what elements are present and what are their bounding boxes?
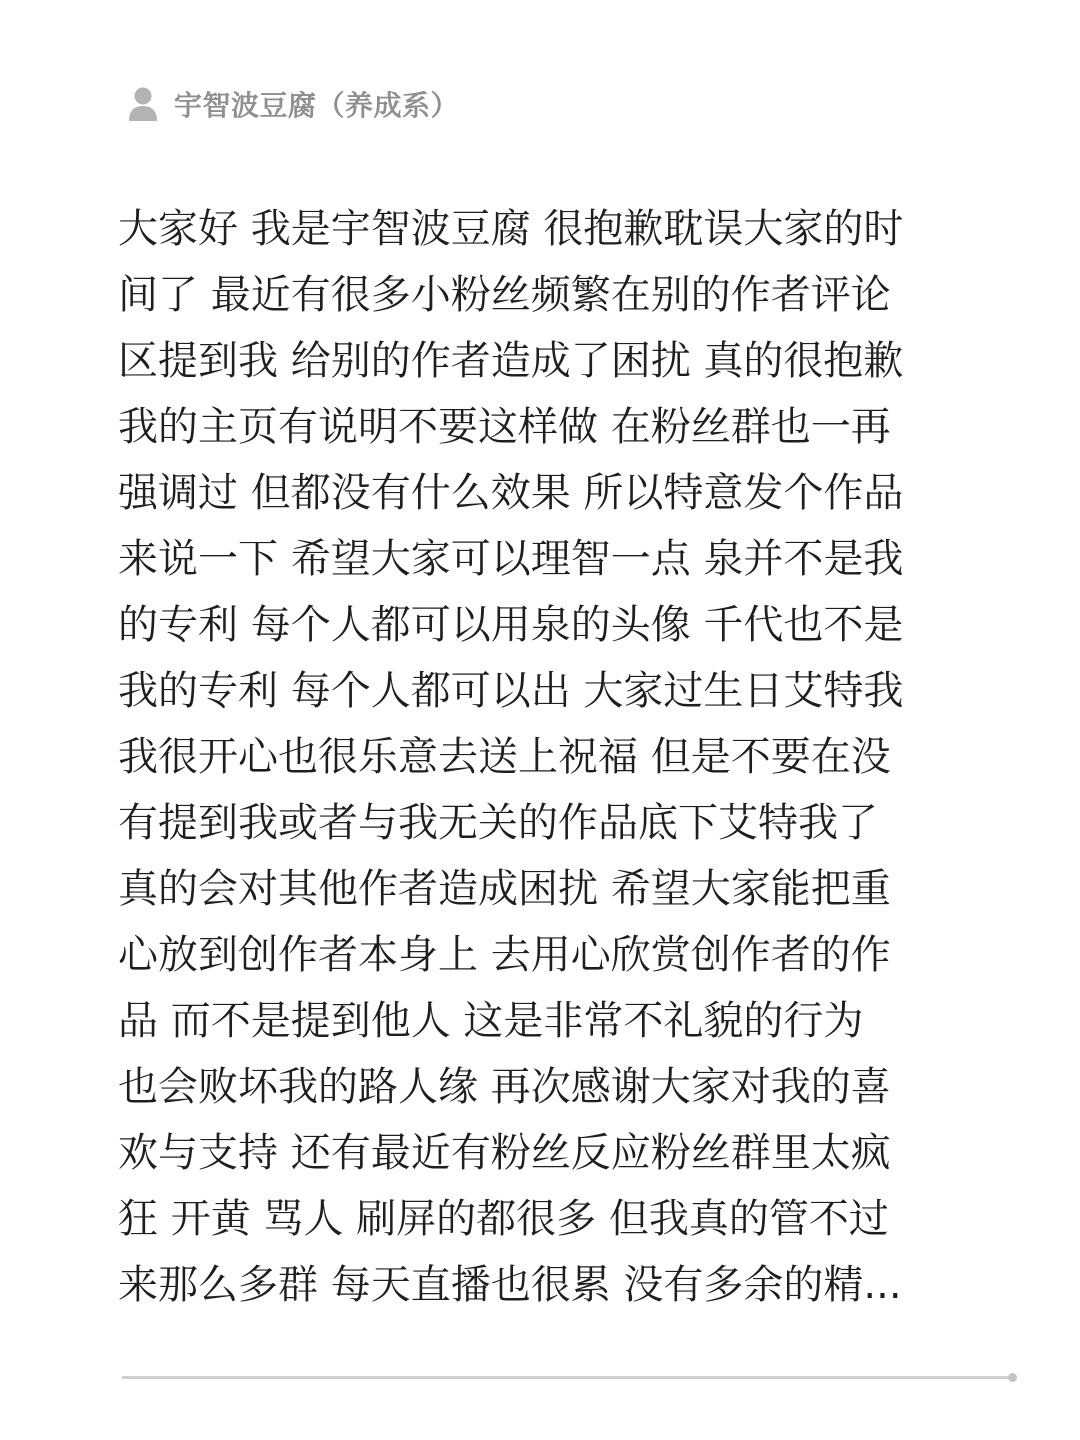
person-icon [128, 86, 158, 122]
post-body [118, 196, 958, 1318]
post-text-line: 有提到我或者与我无关的作品底下艾特我了 [118, 800, 878, 846]
post-text-line: 也会败坏我的路人缘 再次感谢大家对我的喜 [118, 1064, 891, 1110]
post-text-line: 我很开心也很乐意去送上祝福 但是不要在没 [118, 734, 891, 780]
post-text-line: 强调过 但都没有什么效果 所以特意发个作品 [118, 470, 904, 516]
post-text-line: 来说一下 希望大家可以理智一点 泉并不是我 [118, 536, 904, 582]
post-text-line: 来那么多群 每天直播也很累 没有多余的精... [118, 1262, 902, 1308]
post-text-line: 狂 开黄 骂人 刷屏的都很多 但我真的管不过 [118, 1196, 889, 1242]
post-text-line: 心放到创作者本身上 去用心欣赏创作者的作 [118, 932, 891, 978]
post-text-line: 间了 最近有很多小粉丝频繁在别的作者评论 [118, 272, 891, 318]
divider-end-dot [1008, 1373, 1017, 1382]
post-text-line: 欢与支持 还有最近有粉丝反应粉丝群里太疯 [118, 1130, 891, 1176]
post-text-line: 我的专利 每个人都可以出 大家过生日艾特我 [118, 668, 904, 714]
post-text-line: 真的会对其他作者造成困扰 希望大家能把重 [118, 866, 891, 912]
author-header[interactable] [128, 82, 459, 126]
post-text-line: 大家好 我是宇智波豆腐 很抱歉耽误大家的时 [118, 206, 904, 252]
post-text-line: 的专利 每个人都可以用泉的头像 千代也不是 [118, 602, 904, 648]
author-name[interactable]: 宇智波豆腐（养成系） [174, 89, 460, 122]
post-text-line: 品 而不是提到他人 这是非常不礼貌的行为 [118, 998, 864, 1044]
post-text-line: 我的主页有说明不要这样做 在粉丝群也一再 [118, 404, 891, 450]
post-text-line: 区提到我 给别的作者造成了困扰 真的很抱歉 [118, 338, 904, 384]
bottom-divider [122, 1376, 1010, 1379]
